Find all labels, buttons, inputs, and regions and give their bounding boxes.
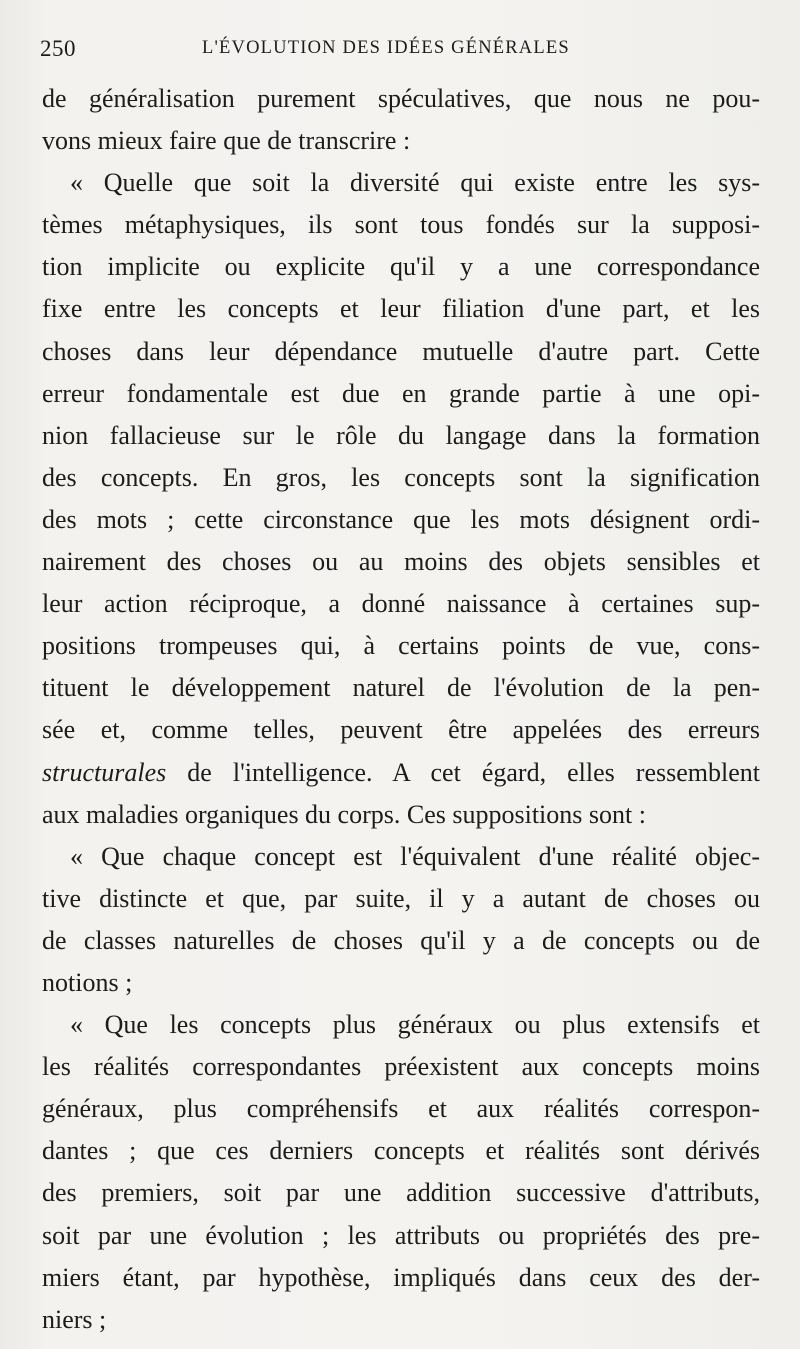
text-line-content: de l'intelligence. A cet égard, elles ressemblent	[166, 757, 760, 787]
text-line-content: vons mieux faire que de transcrire :	[42, 126, 411, 156]
text-line-content: « Que chaque concept est l'équivalent d'une réalité objec-	[70, 841, 760, 871]
text-line	[42, 625, 760, 667]
text-line	[42, 1046, 760, 1088]
text-line-content: tion implicite ou explicite qu'il y a une correspondance	[42, 252, 760, 282]
text-line-content: de classes naturelles de choses qu'il y a de concepts ou de	[42, 925, 760, 955]
text-line	[42, 120, 760, 162]
text-line-content: positions trompeuses qui, à certains points de vue, cons-	[42, 631, 760, 661]
text-line-content: niers ;	[42, 1304, 107, 1334]
text-line-content: tive distincte et que, par suite, il y a autant de choses ou	[42, 883, 760, 913]
text-line	[42, 920, 760, 962]
text-line-content: des concepts. En gros, les concepts sont la signification	[42, 462, 760, 492]
text-line	[42, 204, 760, 246]
text-line	[42, 457, 760, 499]
text-line-content: de généralisation purement spéculatives, que nous ne pou-	[42, 84, 760, 113]
text-line-content: aux maladies organiques du corps. Ces suppositions sont :	[42, 799, 646, 829]
body-text	[42, 78, 760, 1341]
text-line-content: nion fallacieuse sur le rôle du langage dans la formation	[42, 420, 760, 450]
text-line-content: généraux, plus compréhensifs et aux réalités correspon-	[42, 1094, 760, 1124]
text-line	[42, 162, 760, 204]
text-line-content: des premiers, soit par une addition successive d'attributs,	[42, 1178, 760, 1208]
text-line	[42, 78, 760, 120]
text-line	[42, 415, 760, 457]
text-line	[42, 499, 760, 541]
text-line	[42, 709, 760, 751]
text-line-content: fixe entre les concepts et leur filiation d'une part, et les	[42, 294, 760, 324]
text-line	[42, 1172, 760, 1214]
text-line	[42, 1299, 760, 1341]
italic-term: structurales	[42, 757, 167, 787]
text-line	[42, 541, 760, 583]
text-line-content: notions ;	[42, 967, 133, 997]
text-line-content: tituent le développement naturel de l'évolution de la pen-	[42, 673, 760, 703]
text-line	[42, 794, 760, 836]
text-line	[42, 962, 760, 1004]
text-line	[42, 667, 760, 709]
text-line-content: choses dans leur dépendance mutuelle d'autre part. Cette	[42, 336, 760, 366]
text-line	[42, 836, 760, 878]
text-line	[42, 1130, 760, 1172]
text-line-content: dantes ; que ces derniers concepts et réalités sont dérivés	[42, 1136, 760, 1166]
text-line-content: leur action réciproque, a donné naissance à certaines sup-	[42, 589, 760, 619]
text-line-content: nairement des choses ou au moins des objets sensibles et	[42, 547, 760, 577]
text-line-content: « Que les concepts plus généraux ou plus extensifs et	[70, 1010, 760, 1040]
text-line	[42, 1257, 760, 1299]
text-line-content: miers étant, par hypothèse, impliqués dans ceux des der-	[42, 1262, 760, 1292]
text-line	[42, 1215, 760, 1257]
text-line-content: « Quelle que soit la diversité qui existe entre les sys-	[70, 168, 760, 198]
text-line-content: sée et, comme telles, peuvent être appelées des erreurs	[42, 715, 760, 745]
text-line	[42, 1088, 760, 1130]
text-line	[42, 1004, 760, 1046]
page-number: 250	[40, 36, 76, 61]
text-line-content: des mots ; cette circonstance que les mots désignent ordi-	[42, 504, 760, 534]
text-line	[42, 752, 760, 794]
text-line	[42, 878, 760, 920]
text-line	[42, 373, 760, 415]
text-line-content: erreur fondamentale est due en grande partie à une opi-	[42, 378, 760, 408]
text-line	[42, 288, 760, 330]
text-line	[42, 583, 760, 625]
text-line-content: les réalités correspondantes préexistent aux concepts moins	[42, 1052, 760, 1082]
running-title: L'ÉVOLUTION DES IDÉES GÉNÉRALES	[202, 38, 570, 58]
text-line	[42, 246, 760, 288]
text-line	[42, 331, 760, 373]
text-line-content: soit par une évolution ; les attributs ou propriétés des pre-	[42, 1220, 760, 1250]
text-line-content: tèmes métaphysiques, ils sont tous fondés sur la supposi-	[42, 210, 760, 240]
page-header	[42, 28, 760, 70]
